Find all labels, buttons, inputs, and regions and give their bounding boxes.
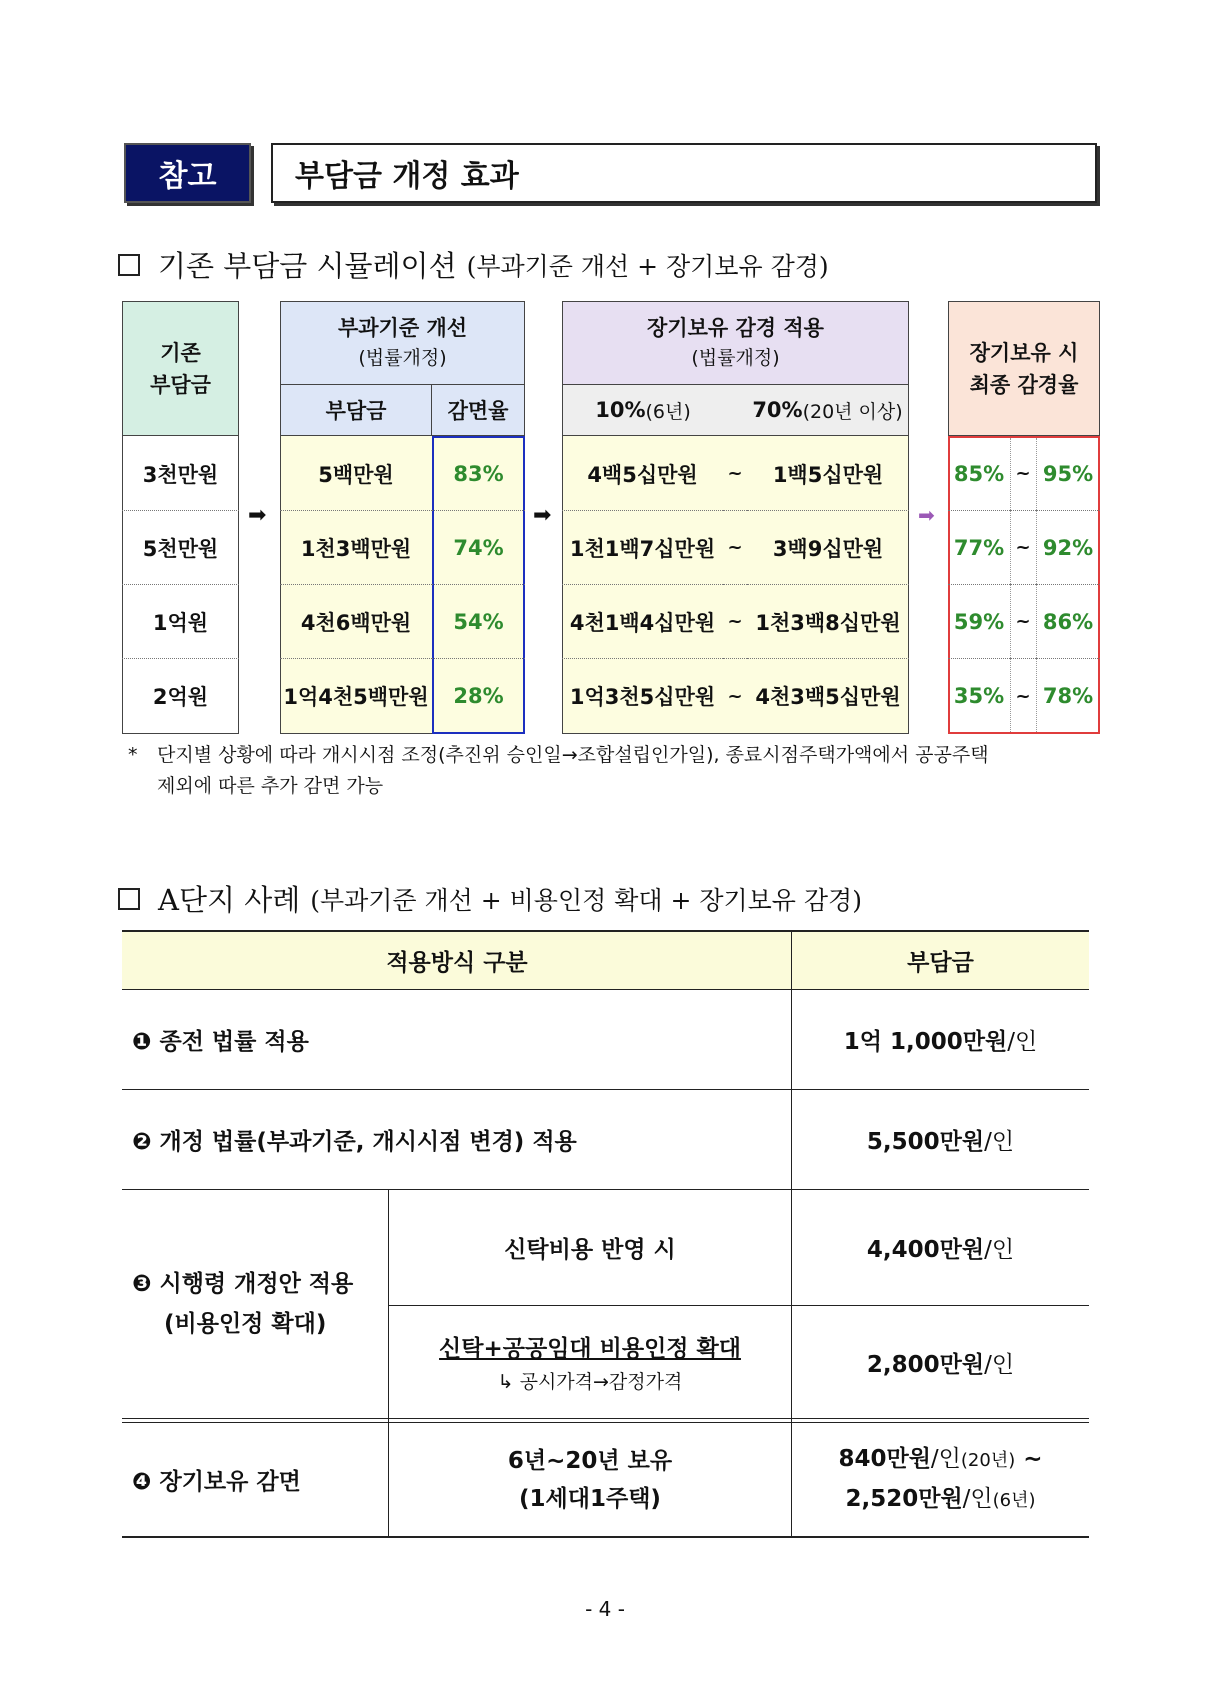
checkbox-icon — [118, 888, 140, 910]
sim-cell-charge: 5백만원 — [280, 437, 432, 511]
sim-cell-lt-a: 1억3천5십만원 — [569, 685, 716, 709]
sim-cell-tilde: ~ — [723, 585, 747, 659]
header-70pct-note: (20년 이상) — [802, 400, 903, 423]
sim-cell-lt-a: 4천1백4십만원 — [562, 585, 723, 659]
header-final-line2: 최종 감경율 — [969, 372, 1079, 397]
header-existing-line1: 기존 — [160, 340, 201, 365]
header-longterm-10pct — [562, 385, 723, 436]
sim-cell-f-a: 77% — [948, 511, 1010, 585]
value-unit: /인 — [984, 1237, 1015, 1263]
sim-cell-rate: 54% — [432, 585, 525, 659]
section1-heading — [118, 244, 829, 285]
value-amount: 4,400만원 — [866, 1237, 985, 1263]
sim-cell-existing: 2억원 — [152, 685, 209, 709]
sim-cell-lt-a: 1천1백7십만원 — [562, 511, 723, 585]
case-row1-label: ❶ 종전 법률 적용 — [132, 1029, 309, 1055]
sim-cell-charge: 1억4천5백만원 — [283, 685, 429, 709]
value-amount: 2,520만원 — [845, 1485, 963, 1512]
page-number: - 4 - — [585, 1597, 625, 1621]
value-amount: 1억 1,000만원 — [843, 1029, 1008, 1055]
sim-cell-charge: 1천3백만원 — [280, 511, 432, 585]
case-row2-value — [792, 1090, 1089, 1189]
sim-cell-tilde: ~ — [1015, 685, 1031, 707]
sim-cell-lt-b: 1백5십만원 — [747, 437, 909, 511]
case-row3-sub1-label: 신탁비용 반영 시 — [504, 1237, 676, 1263]
case-row4-label: ❹ 장기보유 감면 — [132, 1469, 301, 1495]
value-amount: 2,800만원 — [866, 1351, 985, 1378]
header-improve-rate: 감면율 — [432, 385, 525, 436]
value-unit: /인 — [1007, 1029, 1038, 1055]
table-rule — [122, 1418, 1089, 1419]
case-header-method: 적용방식 구분 — [122, 931, 792, 989]
arrow-right-icon: ➡ — [918, 503, 935, 527]
sim-cell-rate: 74% — [432, 511, 525, 585]
footnote — [157, 740, 1107, 802]
value-unit: /인 — [930, 1445, 961, 1472]
case-row3-sub2-note: ↳ 공시가격→감정가격 — [497, 1371, 683, 1393]
sim-cell-f-b: 86% — [1036, 585, 1100, 659]
header-improve-title: 부과기준 개선 — [337, 316, 468, 340]
case-row3-sub1-value — [792, 1190, 1089, 1305]
sim-cell-tilde: ~ — [723, 511, 747, 585]
header-improve-charge: 부담금 — [280, 385, 432, 436]
sim-cell-f-b: 95% — [1036, 437, 1100, 511]
case-row2-label: ❷ 개정 법률(부과기준, 개시시점 변경) 적용 — [132, 1129, 577, 1155]
sim-cell-tilde: ~ — [1010, 437, 1036, 511]
header-final — [948, 301, 1100, 436]
note-mark: * — [128, 744, 138, 766]
value-amount: 840만원 — [838, 1445, 931, 1472]
header-10pct-value: 10% — [595, 398, 646, 422]
case-row4-sub-line1: 6년~20년 보유 — [507, 1447, 673, 1474]
section1-title: 기존 부담금 시뮬레이션 — [158, 249, 457, 283]
case-row3-sub2-title: 신탁+공공임대 비용인정 확대 — [439, 1336, 741, 1362]
header-longterm-70pct — [747, 385, 909, 436]
table-rule — [122, 930, 1089, 932]
sim-cell-f-a: 59% — [948, 585, 1010, 659]
header-10pct-note: (6년) — [645, 400, 691, 423]
sim-cell-lt-b: 1천3백8십만원 — [747, 585, 909, 659]
table-rule — [122, 1536, 1089, 1538]
value-note: (6년) — [992, 1489, 1036, 1511]
arrow-right-icon: ➡ — [533, 503, 552, 528]
case-row3-label-line1: ❸ 시행령 개정안 적용 — [132, 1271, 354, 1297]
section2-title: A단지 사례 — [158, 883, 301, 917]
arrow-right-icon: ➡ — [248, 503, 267, 528]
case-row1-value — [792, 990, 1089, 1089]
value-unit: /인 — [984, 1351, 1015, 1378]
sim-cell-lt-b: 3백9십만원 — [747, 511, 909, 585]
value-unit: /인 — [984, 1129, 1015, 1155]
sim-cell-f-a: 35% — [953, 684, 1005, 708]
header-70pct-value: 70% — [752, 398, 803, 422]
section2-heading — [118, 878, 862, 919]
header-longterm — [562, 301, 909, 385]
header-longterm-gap — [723, 385, 747, 436]
sim-cell-lt-b: 4천3백5십만원 — [755, 685, 901, 709]
case-header-charge: 부담금 — [792, 931, 1089, 989]
sim-cell-existing: 5천만원 — [122, 511, 239, 585]
value-note: (20년) — [960, 1449, 1016, 1471]
case-row4-sub-line2: (1세대1주택) — [519, 1485, 661, 1512]
header-existing — [122, 301, 239, 436]
case-row4-sub — [389, 1423, 791, 1536]
header-longterm-note: (법률개정) — [691, 347, 780, 369]
sim-cell-rate: 83% — [432, 437, 525, 511]
value-tilde: ~ — [1015, 1445, 1043, 1472]
checkbox-icon — [118, 254, 140, 276]
footnote-line1: 단지별 상황에 따라 개시시점 조정(추진위 승인일→조합설립인가일), 종료시점주택가액에서 공공주택 — [157, 744, 989, 766]
sim-cell-tilde: ~ — [1010, 511, 1036, 585]
value-unit: /인 — [962, 1485, 993, 1512]
sim-cell-rate: 28% — [453, 684, 504, 708]
sim-cell-existing: 1억원 — [122, 585, 239, 659]
header-improve — [280, 301, 525, 385]
section2-subtitle: (부과기준 개선 + 비용인정 확대 + 장기보유 감경) — [310, 885, 862, 915]
case-row4-value-line1 — [838, 1440, 1042, 1480]
sim-cell-existing: 3천만원 — [122, 437, 239, 511]
page-title: 부담금 개정 효과 — [271, 143, 1097, 203]
sim-cell-f-a: 85% — [948, 437, 1010, 511]
sim-cell-tilde: ~ — [1010, 585, 1036, 659]
sim-cell-f-b: 92% — [1036, 511, 1100, 585]
sim-cell-tilde: ~ — [727, 685, 743, 707]
case-row3-sub2-label — [389, 1306, 791, 1418]
value-amount: 5,500만원 — [866, 1129, 985, 1155]
header-existing-line2: 부담금 — [150, 372, 211, 397]
case-row3-label — [132, 1190, 382, 1418]
sim-cell-lt-a: 4백5십만원 — [562, 437, 723, 511]
reference-tag: 참고 — [124, 143, 251, 203]
case-row3-sub2-value — [792, 1306, 1089, 1418]
header-longterm-title: 장기보유 감경 적용 — [647, 316, 824, 340]
sim-cell-f-b: 78% — [1042, 684, 1094, 708]
header-improve-note: (법률개정) — [358, 347, 447, 369]
case-row4-value-line2 — [845, 1480, 1035, 1520]
section1-subtitle: (부과기준 개선 + 장기보유 감경) — [466, 251, 829, 281]
header-final-line1: 장기보유 시 — [969, 340, 1079, 365]
case-row4-value — [792, 1423, 1089, 1536]
footnote-line2: 제외에 따른 추가 감면 가능 — [157, 775, 384, 797]
sim-cell-charge: 4천6백만원 — [280, 585, 432, 659]
sim-cell-tilde: ~ — [723, 437, 747, 511]
case-row3-label-line2: (비용인정 확대) — [164, 1311, 327, 1337]
